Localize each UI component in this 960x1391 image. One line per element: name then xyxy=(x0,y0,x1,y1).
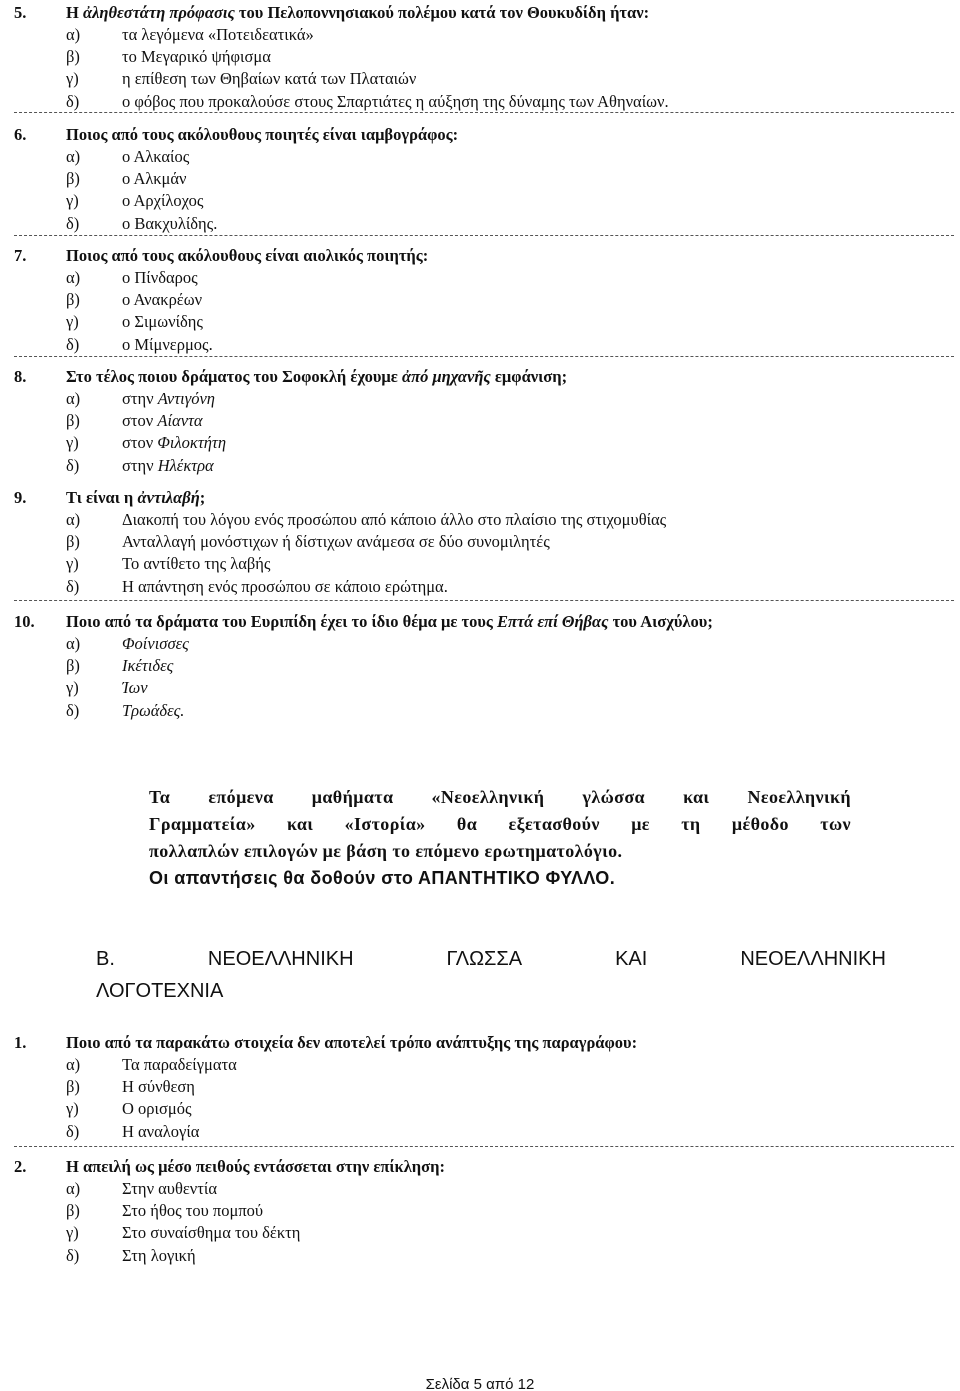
option-b: β) Η σύνθεση xyxy=(66,1077,195,1097)
section-word: ΚΑΙ xyxy=(615,948,648,970)
option-c: γ) στον Φιλοκτήτη xyxy=(66,433,227,453)
section-word: ΝΕΟΕΛΛΗΝΙΚΗ xyxy=(740,948,886,970)
section-word: Β. xyxy=(96,948,115,970)
option-d: δ) Η αναλογία xyxy=(66,1121,200,1141)
option-c: γ) ο Αρχίλοχος xyxy=(66,191,204,211)
question-number: 5. xyxy=(14,3,27,22)
option-b: β) Ικέτιδες xyxy=(66,656,174,676)
question-text: Η απειλή ως μέσο πειθούς εντάσσεται στην επίκληση: xyxy=(66,1157,446,1176)
section-word: ΓΛΩΣΣΑ xyxy=(446,948,523,970)
option-c: γ) Το αντίθετο της λαβής xyxy=(66,554,271,574)
option-a: α) ο Αλκαίος xyxy=(66,147,190,166)
question-number: 2. xyxy=(14,1157,27,1176)
question-6 xyxy=(14,124,954,235)
option-d: δ) ο Βακχυλίδης. xyxy=(66,213,218,233)
question-number: 7. xyxy=(14,246,27,265)
question-header xyxy=(14,2,954,24)
option-c: γ) Ίων xyxy=(66,678,148,698)
section-word: ΝΕΟΕΛΛΗΝΙΚΗ xyxy=(207,948,354,970)
option-b: β) στον Αίαντα xyxy=(66,411,203,431)
option-a: α) στην Αντιγόνη xyxy=(66,389,215,408)
option-a: α) Διακοπή του λόγου ενός προσώπου από κάποιο άλλο στο πλαίσιο της στιχομυθίας xyxy=(66,510,667,529)
question-10 xyxy=(14,611,954,722)
question-number: 8. xyxy=(14,367,27,386)
option-b: β) το Μεγαρικό ψήφισμα xyxy=(66,47,271,67)
option-c: γ) η επίθεση των Θηβαίων κατά των Πλαταιών xyxy=(66,69,417,89)
question-text: Η ἀληθεστάτη πρόφασις του Πελοποννησιακού πολέμου κατά τον Θουκυδίδη ήταν: xyxy=(66,3,650,22)
question-number: 6. xyxy=(14,125,27,144)
question-text: Στο τέλος ποιου δράματος του Σοφοκλή έχουμε ἀπό μηχανῆς εμφάνιση; xyxy=(66,367,568,386)
option-d: δ) ο Μίμνερμος. xyxy=(66,334,213,354)
question-text: Ποιο από τα δράματα του Ευριπίδη έχει το ίδιο θέμα με τους Επτά επί Θήβας του Αισχύλου; xyxy=(66,612,713,631)
question-number: 10. xyxy=(14,612,35,631)
notice-line: Γραμματεία» και «Ιστορία» θα εξετασθούν με τη μέθοδο των xyxy=(149,814,851,834)
option-c: γ) Στο συναίσθημα του δέκτη xyxy=(66,1223,301,1243)
question-text: Ποιο από τα παρακάτω στοιχεία δεν αποτελεί τρόπο ανάπτυξης της παραγράφου: xyxy=(66,1033,638,1052)
option-d: δ) στην Ηλέκτρα xyxy=(66,455,214,475)
notice-line: Οι απαντήσεις θα δοθούν στο ΑΠΑΝΤΗΤΙΚΟ ΦΥΛΛΟ. xyxy=(149,868,616,888)
option-b: β) Στο ήθος του πομπού xyxy=(66,1201,264,1221)
question-5 xyxy=(14,2,954,113)
option-c: γ) ο Σιμωνίδης xyxy=(66,312,203,332)
option-d: δ) ο φόβος που προκαλούσε στους Σπαρτιάτες η αύξηση της δύναμης των Αθηναίων. xyxy=(66,91,669,111)
question-number: 1. xyxy=(14,1033,27,1052)
notice-line: Τα επόμενα μαθήματα «Νεοελληνική γλώσσα και Νεοελληνική xyxy=(149,787,851,807)
option-c: γ) Ο ορισμός xyxy=(66,1099,192,1119)
option-b: β) ο Ανακρέων xyxy=(66,290,203,310)
question-header xyxy=(14,487,954,509)
question-7 xyxy=(14,245,954,356)
option-d: δ) Η απάντηση ενός προσώπου σε κάποιο ερώτημα. xyxy=(66,576,448,596)
question-separator xyxy=(14,112,954,113)
question-separator xyxy=(14,1146,954,1147)
question-separator xyxy=(14,235,954,236)
question-text: Ποιος από τους ακόλουθους είναι αιολικός ποιητής: xyxy=(66,246,429,265)
question-header xyxy=(14,1156,954,1178)
question-header xyxy=(14,245,954,267)
option-d: δ) Τρωάδες. xyxy=(66,700,185,720)
question-header xyxy=(14,611,954,633)
option-a: α) ο Πίνδαρος xyxy=(66,268,198,287)
question-text: Τι είναι η ἀντιλαβή; xyxy=(66,488,206,507)
question-header xyxy=(14,124,954,146)
option-b: β) ο Αλκμάν xyxy=(66,169,187,189)
question-9 xyxy=(14,487,954,598)
page-footer: Σελίδα 5 από 12 xyxy=(425,1376,535,1391)
option-a: α) Στην αυθεντία xyxy=(66,1179,217,1198)
question-separator xyxy=(14,356,954,357)
instructions-notice xyxy=(149,784,851,892)
option-a: α) Φοίνισσες xyxy=(66,634,189,653)
section-question-2 xyxy=(14,1156,954,1267)
question-separator xyxy=(14,600,954,601)
question-8 xyxy=(14,366,954,477)
section-word: ΛΟΓΟΤΕΧΝΙΑ xyxy=(96,980,224,1002)
question-header xyxy=(14,366,954,388)
notice-line: πολλαπλών επιλογών με βάση το επόμενο ερωτηματολόγιο. xyxy=(149,841,623,861)
section-heading xyxy=(96,943,886,1007)
option-b: β) Ανταλλαγή μονόστιχων ή δίστιχων ανάμεσα σε δύο συνομιλητές xyxy=(66,532,550,552)
question-number: 9. xyxy=(14,488,27,507)
question-text: Ποιος από τους ακόλουθους ποιητές είναι ιαμβογράφος: xyxy=(66,125,459,144)
section-question-1 xyxy=(14,1032,954,1143)
question-header xyxy=(14,1032,954,1054)
option-a: α) τα λεγόμενα «Ποτειδεατικά» xyxy=(66,25,314,44)
option-a: α) Τα παραδείγματα xyxy=(66,1055,237,1074)
option-d: δ) Στη λογική xyxy=(66,1245,196,1265)
